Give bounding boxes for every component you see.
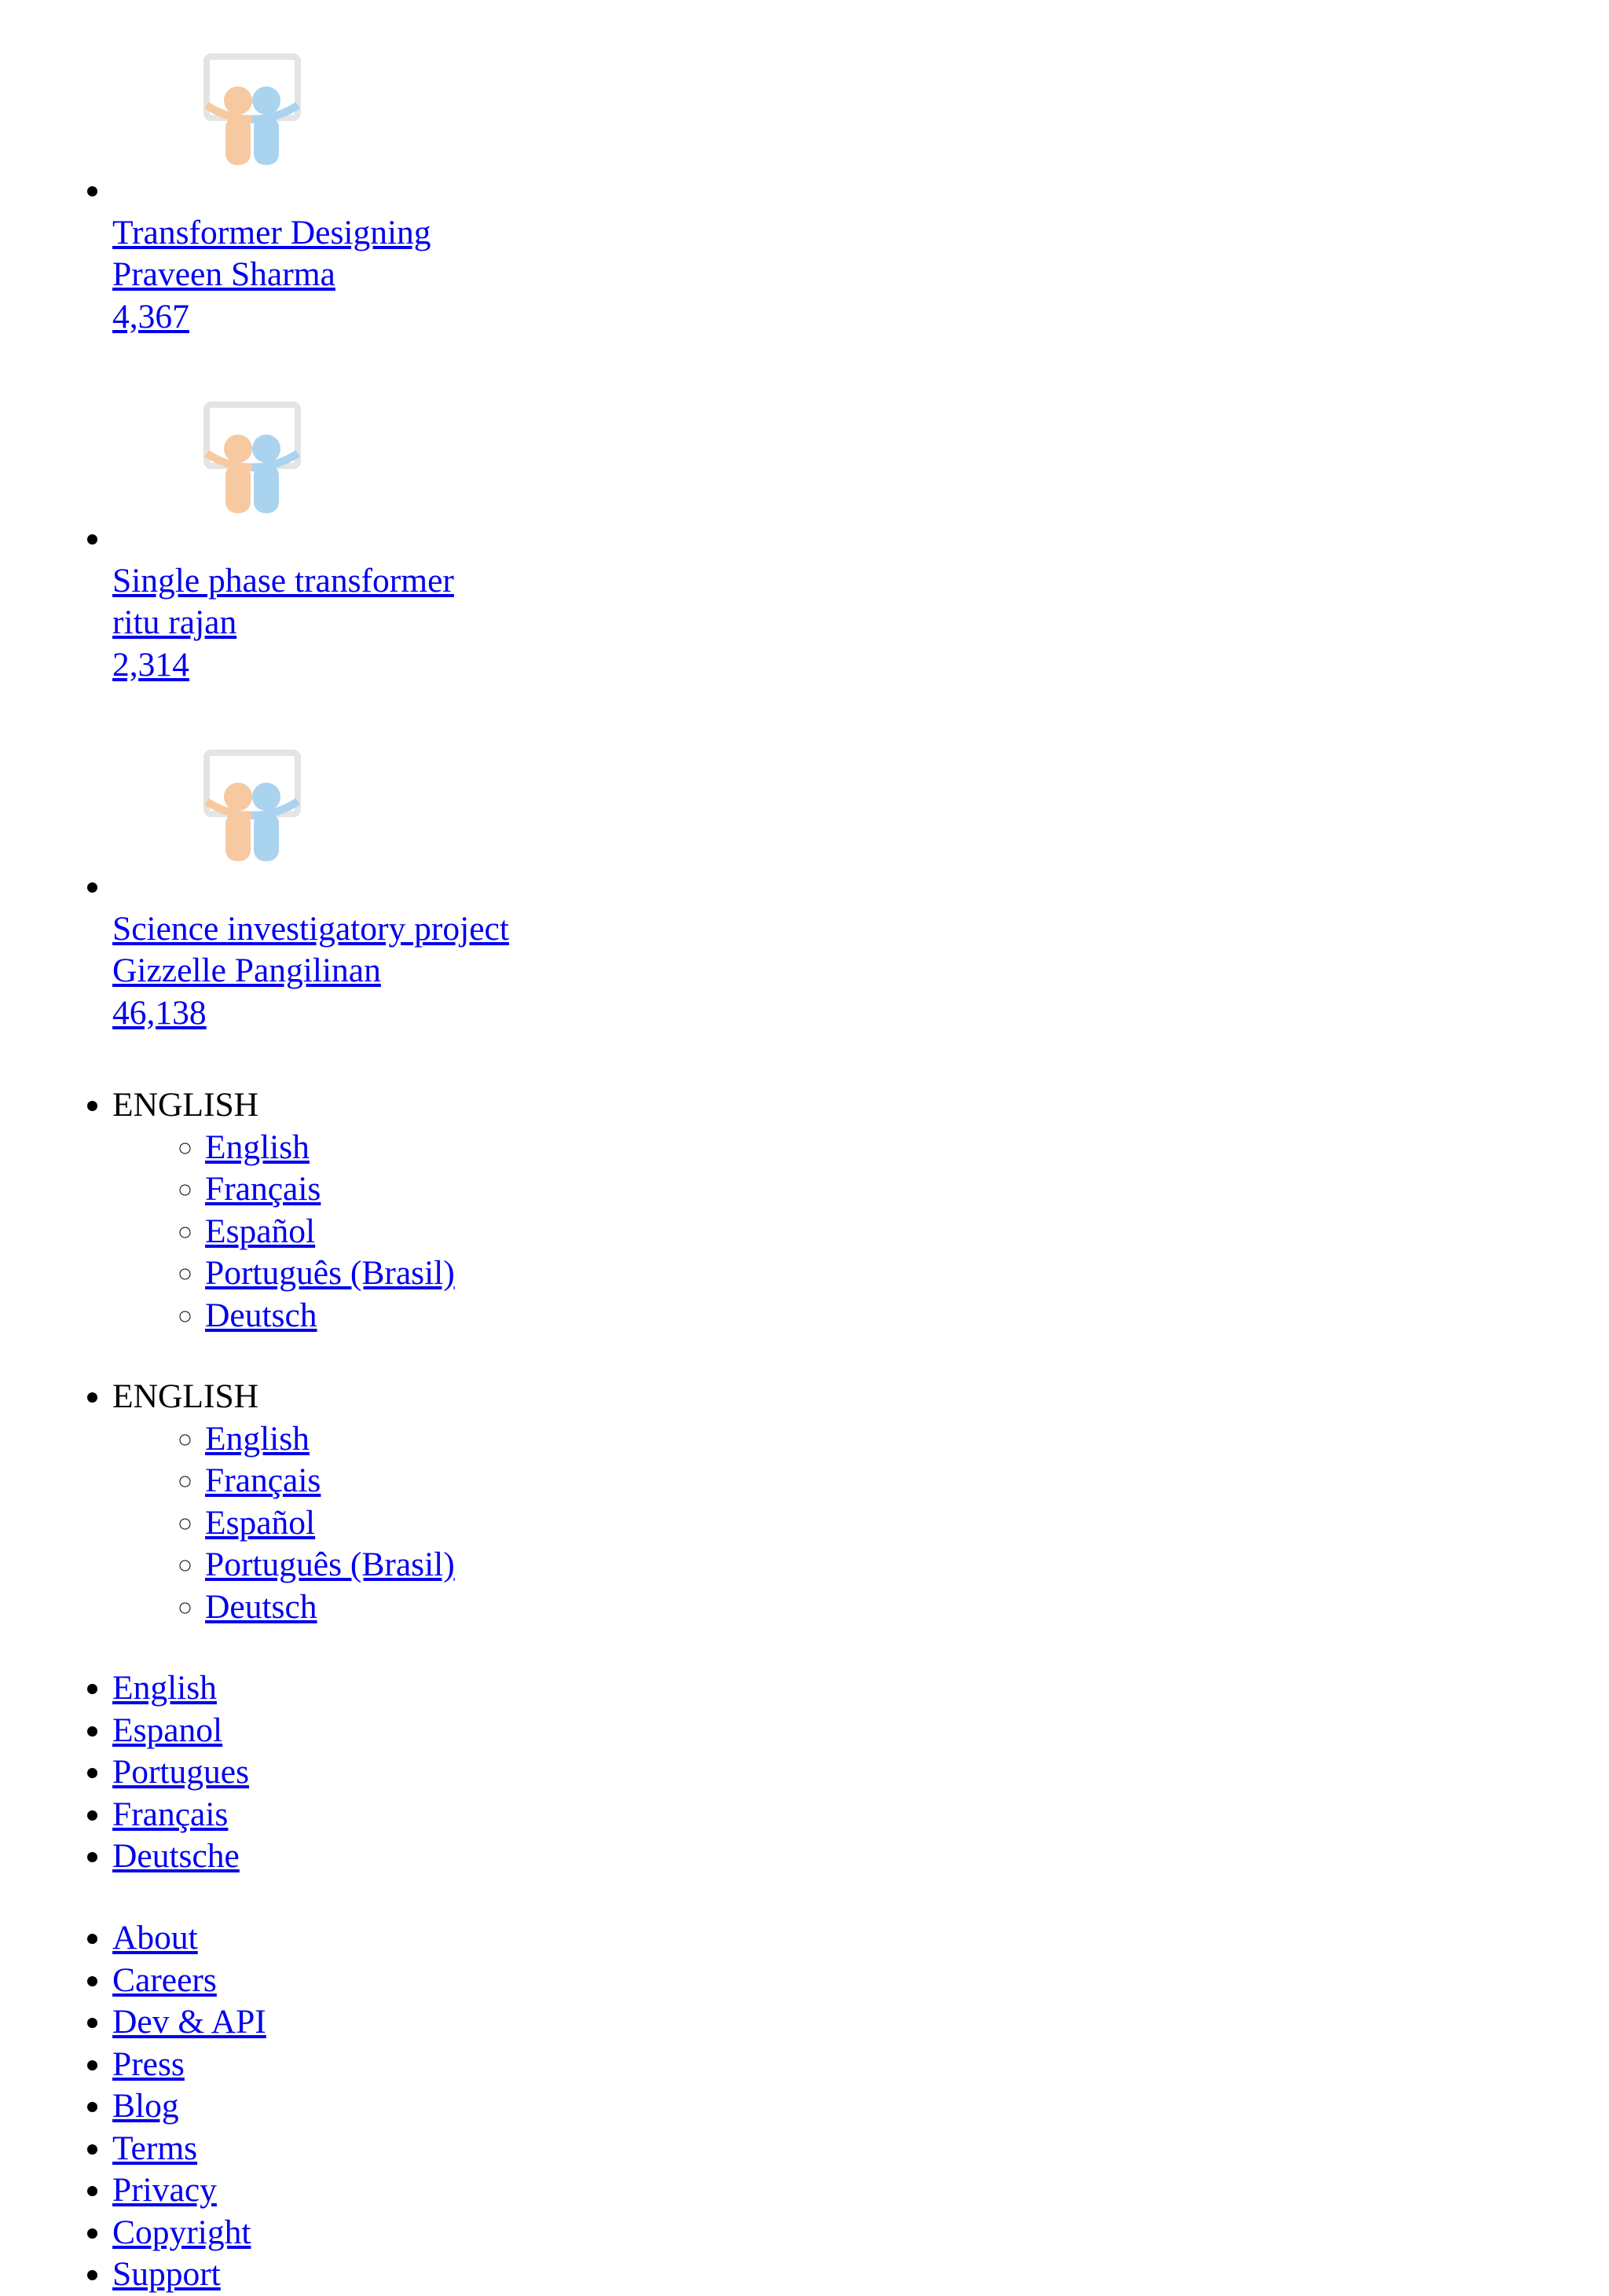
- language-option: [205, 1544, 455, 1586]
- related-title-link[interactable]: Science investigatory project: [112, 909, 509, 948]
- slideshare-logo-icon: [197, 402, 307, 518]
- language-link[interactable]: English: [112, 1669, 217, 1707]
- language-menu: [112, 1376, 455, 1628]
- related-author-link[interactable]: Praveen Sharma: [112, 255, 335, 293]
- language-link[interactable]: Français: [112, 1795, 229, 1833]
- language-link-item: [112, 1751, 249, 1794]
- language-option: [205, 1418, 455, 1461]
- footer-link-press[interactable]: Press: [112, 2045, 185, 2083]
- related-list: [112, 866, 509, 1034]
- language-option-link[interactable]: Français: [205, 1462, 321, 1499]
- related-list: [112, 170, 431, 338]
- language-option-link[interactable]: Português (Brasil): [205, 1546, 455, 1583]
- related-item: [112, 866, 509, 1034]
- language-option-link[interactable]: Português (Brasil): [205, 1254, 455, 1292]
- language-menu-item: [112, 1376, 455, 1628]
- footer-link-privacy[interactable]: Privacy: [112, 2171, 217, 2209]
- language-options: [112, 1127, 455, 1337]
- language-option: [205, 1253, 455, 1295]
- slideshare-logo-icon: [197, 750, 307, 866]
- language-link-item: [112, 1710, 249, 1752]
- language-option: [205, 1586, 455, 1629]
- related-author-link[interactable]: ritu rajan: [112, 603, 237, 641]
- footer-link-item: [112, 2212, 266, 2254]
- language-options: [112, 1418, 455, 1629]
- language-option-link[interactable]: Deutsch: [205, 1296, 317, 1334]
- footer-link-about[interactable]: About: [112, 1919, 198, 1957]
- related-title-link[interactable]: Single phase transformer: [112, 561, 454, 600]
- language-option-link[interactable]: Español: [205, 1503, 316, 1542]
- related-item: [112, 170, 431, 338]
- footer-link-dev-api[interactable]: Dev & API: [112, 2003, 266, 2041]
- footer-link-item: [112, 2169, 266, 2212]
- language-option-link[interactable]: Español: [205, 1212, 316, 1250]
- footer-link-item: [112, 2001, 266, 2044]
- language-menu: [112, 1084, 455, 1337]
- footer-link-item: [112, 1917, 266, 1960]
- language-link[interactable]: Espanol: [112, 1711, 223, 1749]
- language-link[interactable]: Portugues: [112, 1753, 249, 1791]
- language-option-link[interactable]: English: [205, 1419, 310, 1458]
- language-link[interactable]: Deutsche: [112, 1837, 240, 1875]
- language-option-link[interactable]: Deutsch: [205, 1587, 317, 1626]
- language-links: [112, 1667, 249, 1878]
- footer-link-item: [112, 1960, 266, 2002]
- language-option: [205, 1211, 455, 1253]
- footer-link-item: [112, 2044, 266, 2086]
- language-link-item: [112, 1836, 249, 1878]
- slideshare-logo-icon: [197, 53, 307, 170]
- footer-link-item: [112, 2254, 266, 2296]
- language-option: [205, 1502, 455, 1545]
- footer-link-blog[interactable]: Blog: [112, 2087, 179, 2125]
- related-item: [112, 518, 454, 686]
- language-option: [205, 1460, 455, 1502]
- current-language-label[interactable]: • ENGLISH: [112, 1377, 259, 1415]
- footer-link-terms[interactable]: Terms: [112, 2129, 198, 2167]
- related-title-link[interactable]: Transformer Designing: [112, 213, 431, 251]
- language-option-link[interactable]: English: [205, 1128, 310, 1166]
- related-list: [112, 518, 454, 686]
- current-language-label[interactable]: • ENGLISH: [112, 1086, 259, 1124]
- footer-links: [112, 1917, 266, 2296]
- language-option: [205, 1168, 455, 1211]
- related-author-link[interactable]: Gizzelle Pangilinan: [112, 952, 381, 989]
- language-option-link[interactable]: Français: [205, 1170, 321, 1208]
- footer-link-careers[interactable]: Careers: [112, 1960, 217, 1999]
- related-views-link[interactable]: 2,314: [112, 645, 189, 684]
- language-menu-item: [112, 1084, 455, 1337]
- related-views-link[interactable]: 46,138: [112, 993, 207, 1032]
- language-option: [205, 1127, 455, 1169]
- footer-link-support[interactable]: Support: [112, 2255, 221, 2293]
- language-link-item: [112, 1667, 249, 1710]
- related-views-link[interactable]: 4,367: [112, 297, 189, 336]
- language-link-item: [112, 1794, 249, 1836]
- footer-link-copyright[interactable]: Copyright: [112, 2213, 251, 2251]
- footer-link-item: [112, 2085, 266, 2128]
- footer-link-item: [112, 2128, 266, 2170]
- language-option: [205, 1295, 455, 1337]
